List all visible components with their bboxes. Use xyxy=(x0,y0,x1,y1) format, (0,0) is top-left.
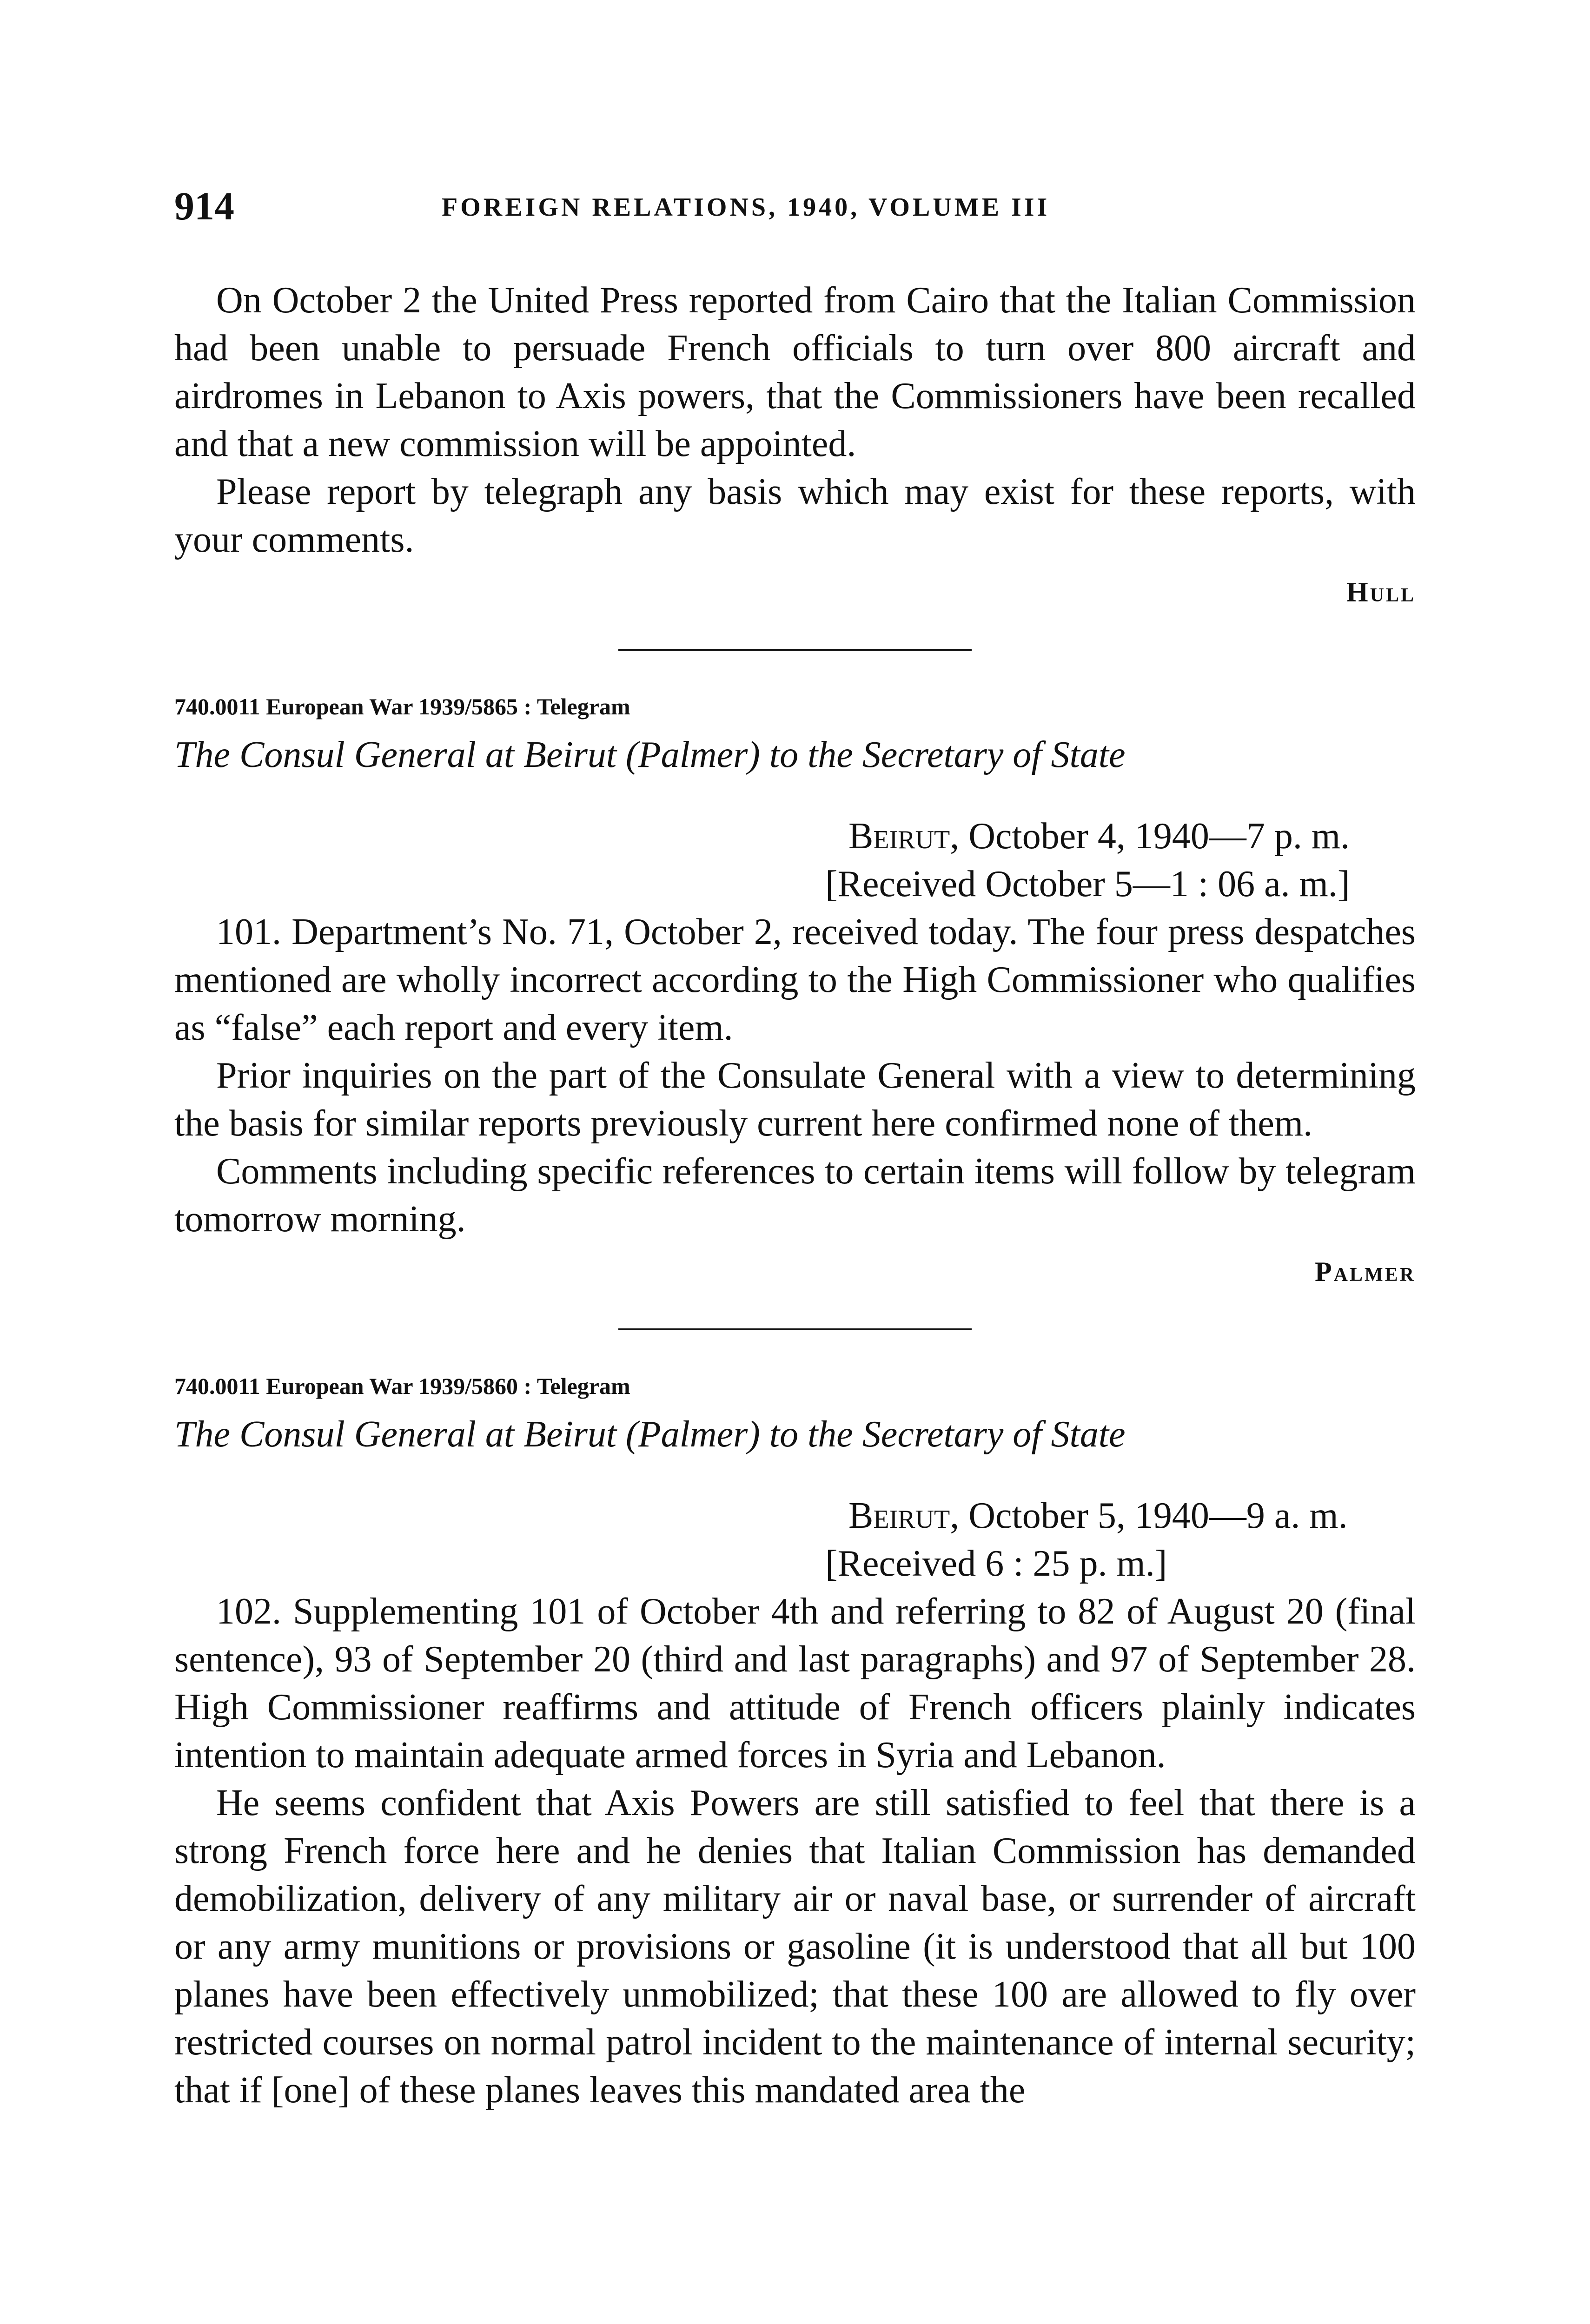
dateline-place: Beirut, xyxy=(848,816,960,857)
intro-signature: Hull xyxy=(1346,577,1416,607)
doc1-paragraph-2: Prior inquiries on the part of the Consulate General with a view to determining the basis for similar reports previously current here confirmed none of them. xyxy=(174,1055,1416,1144)
doc2-paragraph-2: He seems confident that Axis Powers are still satisfied to feel that there is a strong French force here and he denies that Italian Commission has demanded demobilization, delivery of any military air or naval base, or surrender of aircraft or any army munitions or provisions or gasoline (it is understood that all but 100 planes have been effectively unmobilized; that these 100 are allowed to fly over restricted courses on normal patrol incident to the maintenance of internal security; that if [one] of these planes leaves this mandated area the xyxy=(174,1783,1416,2111)
document-heading: The Consul General at Beirut (Palmer) to the Secretary of State xyxy=(174,1414,1126,1455)
file-reference: 740.0011 European War 1939/5865 : Telegram xyxy=(174,693,630,720)
doc1-paragraph-3: Comments including specific references to certain items will follow by telegram tomorrow morning. xyxy=(174,1151,1416,1240)
dateline-date: October 5, 1940—9 a. m. xyxy=(959,1495,1348,1536)
section-divider xyxy=(618,649,972,651)
dateline-date: October 4, 1940—7 p. m. xyxy=(959,816,1350,857)
received-line: [Received 6 : 25 p. m.] xyxy=(825,1543,1167,1584)
document-2 xyxy=(174,1367,1416,2114)
received-line: [Received October 5—1 : 06 a. m.] xyxy=(825,864,1350,905)
document-1 xyxy=(174,688,1416,1296)
intro-paragraph-1: On October 2 the United Press reported from Cairo that the Italian Commission had been unable to persuade French officials to turn over 800 aircraft and airdromes in Lebanon to Axis powers, that the Commissioners have been recalled and that a new commission will be appointed. xyxy=(174,280,1416,464)
section-divider xyxy=(618,1328,972,1330)
dateline xyxy=(848,1492,1416,1540)
intro-paragraph-2: Please report by telegraph any basis which may exist for these reports, with your comments. xyxy=(174,471,1416,560)
page-number: 914 xyxy=(174,184,234,228)
doc1-signature: Palmer xyxy=(1315,1256,1416,1287)
dateline-place: Beirut, xyxy=(848,1495,960,1536)
running-title: FOREIGN RELATIONS, 1940, VOLUME III xyxy=(442,193,1050,222)
document-page xyxy=(174,186,1416,2114)
document-heading: The Consul General at Beirut (Palmer) to the Secretary of State xyxy=(174,734,1126,775)
doc2-paragraph-1: 102. Supplementing 101 of October 4th and referring to 82 of August 20 (final sentence), 93 of September 20 (third and last paragraphs) and 97 of September 28. High Commissioner reaffirms and attitude of French officers plainly indicates intention to maintain adequate armed forces in Syria and Lebanon. xyxy=(174,1591,1416,1776)
dateline xyxy=(848,812,1416,860)
doc1-paragraph-1: 101. Department’s No. 71, October 2, received today. The four press despatches mentioned are wholly incorrect according to the High Commissioner who qualifies as “false” each report and every item. xyxy=(174,911,1416,1048)
file-reference: 740.0011 European War 1939/5860 : Telegram xyxy=(174,1373,630,1399)
intro-telegram xyxy=(174,277,1416,616)
running-header xyxy=(174,186,1416,237)
